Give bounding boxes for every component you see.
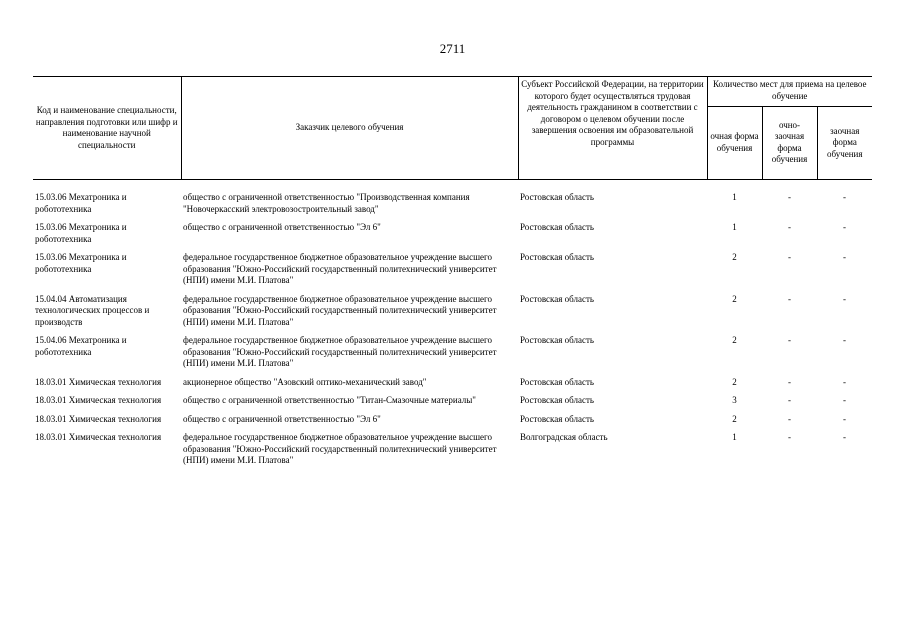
table-row xyxy=(33,414,872,433)
cell-customer: федеральное государственное бюджетное образовательное учреждение высшего образования "Южно-Российский государственный политехнический университет (НПИ) имени М.И. Платова" xyxy=(183,432,497,465)
cell-fulltime: 1 xyxy=(732,432,737,442)
cell-parttime: - xyxy=(843,222,846,232)
cell-customer: акционерное общество "Азовский оптико-механический завод" xyxy=(183,376,427,387)
cell-subject: Ростовская область xyxy=(520,395,594,405)
cell-code: 15.03.06 Мехатроника и робототехника xyxy=(35,222,127,244)
cell-parttime: - xyxy=(843,335,846,345)
cell-code: 18.03.01 Химическая технология xyxy=(35,395,162,405)
cell-parttime: - xyxy=(843,376,846,387)
table-row xyxy=(33,377,872,396)
cell-customer: федеральное государственное бюджетное образовательное учреждение высшего образования "Южно-Российский государственный политехнический университет (НПИ) имени М.И. Платова" xyxy=(183,335,497,368)
cell-subject: Ростовская область xyxy=(520,252,594,262)
header-subject: Субъект Российской Федерации, на территории которого будет осуществляться трудовая деятельность гражданином в соответствии с договором о целевом обучении после завершения освоения им образовательной программы xyxy=(518,77,707,180)
cell-mixed: - xyxy=(788,252,791,262)
cell-mixed: - xyxy=(788,335,791,345)
header-parttime: заочная форма обучения xyxy=(817,106,872,179)
table-row xyxy=(33,395,872,414)
header-spacer xyxy=(33,180,872,193)
cell-mixed: - xyxy=(788,413,791,424)
header-fulltime: очная форма обучения xyxy=(707,106,762,179)
cell-parttime: - xyxy=(843,192,846,202)
cell-customer: федеральное государственное бюджетное образовательное учреждение высшего образования "Южно-Российский государственный политехнический университет (НПИ) имени М.И. Платова" xyxy=(183,252,497,285)
cell-parttime: - xyxy=(843,413,846,424)
table-row xyxy=(33,252,872,294)
header-code: Код и наименование специальности, направления подготовки или шифр и наименование научной специальности xyxy=(33,77,181,180)
cell-fulltime: 3 xyxy=(732,395,737,405)
cell-subject: Ростовская область xyxy=(520,376,594,387)
table-body xyxy=(33,180,872,474)
cell-code: 15.04.06 Мехатроника и робототехника xyxy=(35,335,127,357)
table-row xyxy=(33,294,872,336)
cell-fulltime: 1 xyxy=(732,192,737,202)
cell-code: 15.03.06 Мехатроника и робототехника xyxy=(35,192,127,214)
cell-fulltime: 2 xyxy=(732,252,737,262)
cell-mixed: - xyxy=(788,293,791,304)
cell-customer: общество с ограниченной ответственностью "Титан-Смазочные материалы" xyxy=(183,395,476,405)
cell-subject: Ростовская область xyxy=(520,192,594,202)
cell-code: 18.03.01 Химическая технология xyxy=(35,376,162,387)
cell-fulltime: 2 xyxy=(732,293,737,304)
header-places: Количество мест для приема на целевое обучение xyxy=(707,77,872,107)
cell-parttime: - xyxy=(843,293,846,304)
cell-code: 15.04.04 Автоматизация технологических процессов и производств xyxy=(35,293,150,327)
table-header xyxy=(33,77,872,180)
table-row xyxy=(33,192,872,222)
cell-fulltime: 1 xyxy=(732,222,737,232)
cell-parttime: - xyxy=(843,432,846,442)
cell-code: 18.03.01 Химическая технология xyxy=(35,432,162,442)
page-number: 2711 xyxy=(439,41,466,56)
admission-table xyxy=(33,76,872,474)
cell-customer: общество с ограниченной ответственностью "Производственная компания "Новочеркасский электровозостроительный завод" xyxy=(183,192,470,214)
cell-code: 15.03.06 Мехатроника и робототехника xyxy=(35,252,127,274)
cell-subject: Ростовская область xyxy=(520,335,594,345)
cell-customer: федеральное государственное бюджетное образовательное учреждение высшего образования "Южно-Российский государственный политехнический университет (НПИ) имени М.И. Платова" xyxy=(183,293,497,327)
cell-subject: Ростовская область xyxy=(520,222,594,232)
cell-parttime: - xyxy=(843,395,846,405)
table-row xyxy=(33,222,872,252)
header-customer: Заказчик целевого обучения xyxy=(181,77,518,180)
cell-mixed: - xyxy=(788,222,791,232)
cell-customer: общество с ограниченной ответственностью "Эл 6" xyxy=(183,222,381,232)
cell-fulltime: 2 xyxy=(732,376,737,387)
cell-customer: общество с ограниченной ответственностью "Эл 6" xyxy=(183,413,381,424)
cell-subject: Ростовская область xyxy=(520,293,594,304)
cell-mixed: - xyxy=(788,376,791,387)
cell-mixed: - xyxy=(788,395,791,405)
cell-parttime: - xyxy=(843,252,846,262)
cell-fulltime: 2 xyxy=(732,413,737,424)
table-row xyxy=(33,432,872,474)
cell-subject: Ростовская область xyxy=(520,413,594,424)
table-row xyxy=(33,335,872,377)
header-mixed: очно-заочная форма обучения xyxy=(762,106,817,179)
cell-mixed: - xyxy=(788,432,791,442)
cell-mixed: - xyxy=(788,192,791,202)
cell-code: 18.03.01 Химическая технология xyxy=(35,413,162,424)
cell-fulltime: 2 xyxy=(732,335,737,345)
cell-subject: Волгоградская область xyxy=(520,432,608,442)
